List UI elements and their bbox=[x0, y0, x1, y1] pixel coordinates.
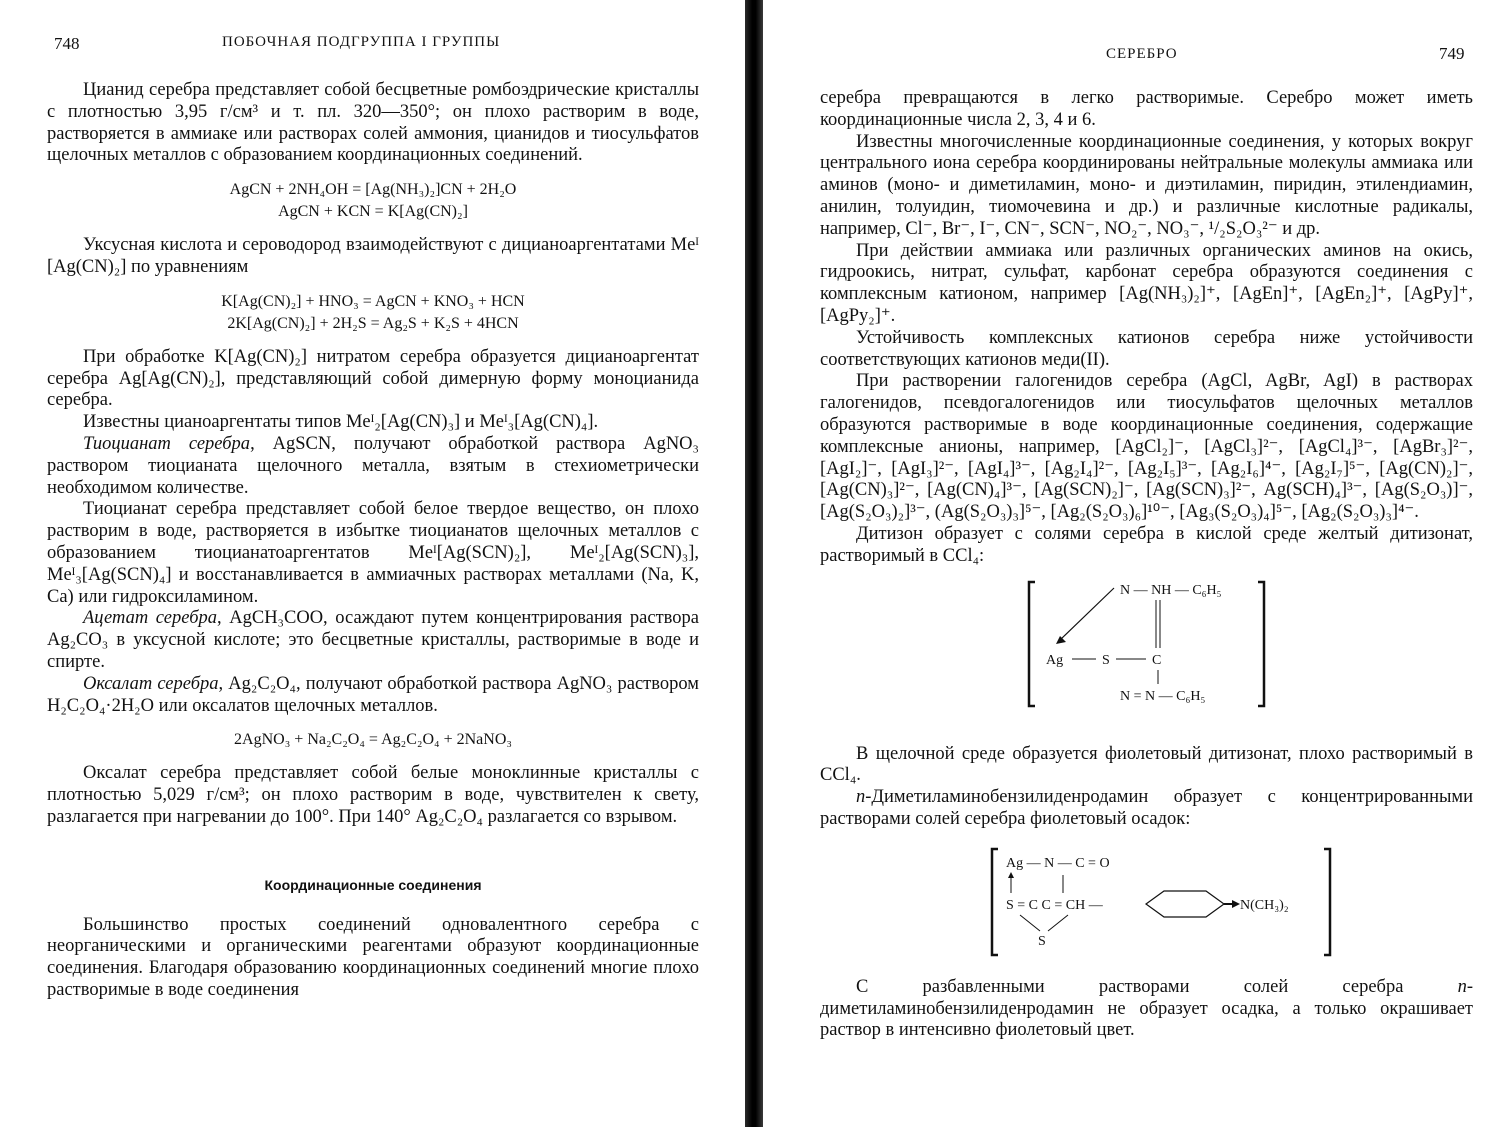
paragraph: Известны многочисленные координационные соединения, у которых вокруг центрального иона серебра координированы нейтральные молекулы аммиака или аминов (моно- и диметиламин, моно- и диэтиламин, пиридин, этилендиамин, анилин, толуидин, тиомочевина и др.) и различные кислотные радикалы, например, Cl⁻, Br⁻, I⁻, CN⁻, SCN⁻, NO₂⁻, NO₃⁻, ¹/₂S₂O₃²⁻ и др. bbox=[820, 131, 1473, 239]
paragraph: В щелочной среде образуется фиолетовый дитизонат, плохо растворимый в CCl₄. bbox=[820, 743, 1473, 786]
running-header-right: СЕРЕБРО bbox=[1106, 46, 1178, 62]
paragraph: Оксалат серебра представляет собой белые моноклинные кристаллы с плотностью 5,029 г/см³; он плохо растворим в воде, чувствителен к свету, разлагается при нагревании до 100°. При 140° Ag₂C₂O₄ разлагается со взрывом. bbox=[47, 763, 699, 827]
section-heading: Координационные соединения bbox=[264, 876, 482, 893]
paragraph: При действии аммиака или различных органических аминов на окись, гидроокись, нитрат, сульфат, карбонат серебра образуются соединения с комплексным катионом, например [Ag(NH₃)₂]⁺, [AgEn]⁺, [AgEn₂]⁺, [AgPy]⁺, [AgPy₂]⁺. bbox=[820, 240, 1473, 326]
struct-bottom-label: N = N — C₆H₅ bbox=[1120, 688, 1206, 704]
term: Оксалат серебра bbox=[83, 673, 219, 694]
term: Тиоцианат серебра bbox=[83, 433, 251, 454]
paragraph: Уксусная кислота и сероводород взаимодействуют с дицианоаргентатами Meᴵ [Ag(CN)₂] по уравнениям bbox=[47, 235, 699, 277]
left-text-column bbox=[47, 80, 699, 1002]
rhodanine-structure bbox=[820, 845, 1473, 965]
paragraph bbox=[47, 608, 699, 673]
struct2-amine: N(CH₃)₂ bbox=[1240, 897, 1289, 913]
equation: AgCN + 2NH₄OH = [Ag(NH₃)₂]CN + 2H₂O bbox=[229, 181, 517, 199]
paragraph: серебра превращаются в легко растворимые. Серебро может иметь координационные числа 2, 3, 4 и 6. bbox=[820, 88, 1473, 130]
page-number-left: 748 bbox=[54, 34, 80, 53]
arrow-head-icon bbox=[1056, 636, 1066, 644]
equation-block bbox=[47, 729, 699, 751]
equation: AgCN + KCN = K[Ag(CN)₂] bbox=[278, 203, 468, 221]
coord-arrow bbox=[1060, 588, 1114, 640]
struct2-s: S bbox=[1038, 933, 1046, 949]
term: n bbox=[1457, 976, 1467, 997]
right-text-column bbox=[820, 88, 1473, 1042]
paragraph-text: , AgCH₃COO, осаждают путем концентрирования раствора Ag₂CO₃ в уксусной кислоте; это бесцветные кристаллы, растворимые в воде и спирте. bbox=[47, 608, 699, 672]
left-page bbox=[0, 0, 745, 1127]
paragraph: Цианид серебра представляет собой бесцветные ромбоэдрические кристаллы с плотностью 3,95 г/см³ и т. пл. 320—350°; он плохо растворим в воде, растворяется в аммиаке или растворах солей аммония, цианидов и тиосульфатов щелочных металлов с образованием координационных соединений. bbox=[47, 80, 699, 166]
struct-s: S bbox=[1102, 652, 1110, 668]
paragraph bbox=[47, 674, 699, 718]
equation-block bbox=[47, 291, 699, 335]
paragraph-text: , Ag₂C₂O₄, получают обработкой раствора AgNO₃ раствором H₂C₂O₄·2H₂O или оксалатов щелочных металлов. bbox=[47, 673, 699, 716]
structure-drawing bbox=[820, 845, 1473, 965]
dithizonate-structure bbox=[820, 574, 1473, 734]
page-number-right: 749 bbox=[1439, 44, 1465, 63]
struct-top-label: N — NH — C₆H₅ bbox=[1120, 582, 1222, 598]
struct-c: C bbox=[1152, 652, 1162, 668]
running-header-left: ПОБОЧНАЯ ПОДГРУППА I ГРУППЫ bbox=[222, 34, 501, 50]
paragraph: Тиоцианат серебра представляет собой белое твердое вещество, он плохо растворим в воде, растворяется в избытке тиоцианатов щелочных металлов с образованием тиоцианатоаргентатов Meᴵ[Ag(SCN)₂], Meᴵ₂[Ag(SCN)₃], Meᴵ₃[Ag(SCN)₄] и восстанавливается в аммиачных растворах металлами (Na, K, Ca) или гидроксиламином. bbox=[47, 499, 699, 607]
benzene-ring-icon bbox=[1146, 891, 1224, 917]
term: Ацетат серебра bbox=[83, 608, 217, 629]
paragraph-text: , AgSCN, получают обработкой раствора AgNO₃ раствором тиоцианата щелочного металла, взятым в стехиометрически необходимом количестве. bbox=[47, 433, 699, 498]
right-page bbox=[763, 0, 1504, 1127]
paragraph bbox=[820, 977, 1473, 1042]
left-bracket bbox=[1029, 582, 1035, 706]
arrow-head-icon bbox=[1008, 872, 1014, 878]
paragraph: Известны цианоаргентаты типов Meᴵ₂[Ag(CN)₃] и Meᴵ₃[Ag(CN)₄]. bbox=[83, 412, 599, 433]
arrow-head-icon bbox=[1232, 900, 1240, 908]
right-bracket bbox=[1324, 849, 1330, 955]
struct2-mid: S = C C = CH — bbox=[1006, 897, 1103, 913]
paragraph bbox=[47, 434, 699, 499]
paragraph: При обработке K[Ag(CN)₂] нитратом серебра образуется дицианоаргентат серебра Ag[Ag(CN)₂], представляющий собой димерную форму моноцианида серебра. bbox=[47, 346, 699, 411]
term: n bbox=[856, 787, 866, 808]
struct-ag: Ag bbox=[1046, 652, 1064, 668]
paragraph bbox=[820, 787, 1473, 831]
paragraph: Устойчивость комплексных катионов серебра ниже устойчивости соответствующих катионов меди(II). bbox=[820, 327, 1473, 370]
struct2-top: Ag — N — C = O bbox=[1006, 855, 1110, 871]
paragraph: Большинство простых соединений одновалентного серебра с неорганическими и органическими реагентами образуют координационные соединения. Благодаря образованию координационных соединений многие плохо растворимые в воде соединения bbox=[47, 914, 699, 1000]
right-bracket bbox=[1258, 582, 1264, 706]
book-gutter bbox=[745, 0, 763, 1127]
paragraph: Дитизон образует с солями серебра в кислой среде желтый дитизонат, растворимый в CCl₄: bbox=[820, 523, 1473, 566]
paragraph-text: -Диметиламинобензилиденродамин образует с концентрированными растворами солей серебра фиолетовый осадок: bbox=[820, 787, 1473, 829]
paragraph-text: -диметиламинобензилиденродамин не образует осадка, а только окрашивает раствор в интенсивно фиолетовый цвет. bbox=[820, 976, 1473, 1041]
equation: 2K[Ag(CN)₂] + 2H₂S = Ag₂S + K₂S + 4HCN bbox=[227, 314, 519, 332]
equation: 2AgNO₃ + Na₂C₂O₄ = Ag₂C₂O₄ + 2NaNO₃ bbox=[234, 731, 512, 749]
paragraph-text: С разбавленными растворами солей серебра bbox=[856, 976, 1458, 997]
left-bracket bbox=[992, 849, 998, 955]
structure-drawing bbox=[820, 574, 1473, 734]
paragraph: При растворении галогенидов серебра (AgCl, AgBr, AgI) в растворах галогенидов, псевдогалогенидов или тиосульфатов щелочных металлов образуются растворимые в воде координационные соединения, содержащие комплексные анионы, например, [AgCl₂]⁻, [AgCl₃]²⁻, [AgCl₄]³⁻, [AgBr₃]²⁻, [AgI₂]⁻, [AgI₃]²⁻, [AgI₄]³⁻, [Ag₂I₄]²⁻, [Ag₂I₅]³⁻, [Ag₂I₆]⁴⁻, [Ag₂I₇]⁵⁻, [Ag(CN)₂]⁻, [Ag(CN)₃]²⁻, [Ag(CN)₄]³⁻, [Ag(SCN)₂]⁻, [Ag(SCN)₃]²⁻, Ag(SCH)₄]³⁻, [Ag(S₂O₃)]⁻, [Ag(S₂O₃)₂]³⁻, (Ag(S₂O₃)₃]⁵⁻, [Ag₂(S₂O₃)₆]¹⁰⁻, [Ag₃(S₂O₃)₄]⁵⁻, [Ag₂(S₂O₃)₃]⁴⁻. bbox=[820, 371, 1473, 523]
equation: K[Ag(CN)₂] + HNO₃ = AgCN + KNO₃ + HCN bbox=[221, 292, 525, 310]
equation-block bbox=[47, 179, 699, 223]
